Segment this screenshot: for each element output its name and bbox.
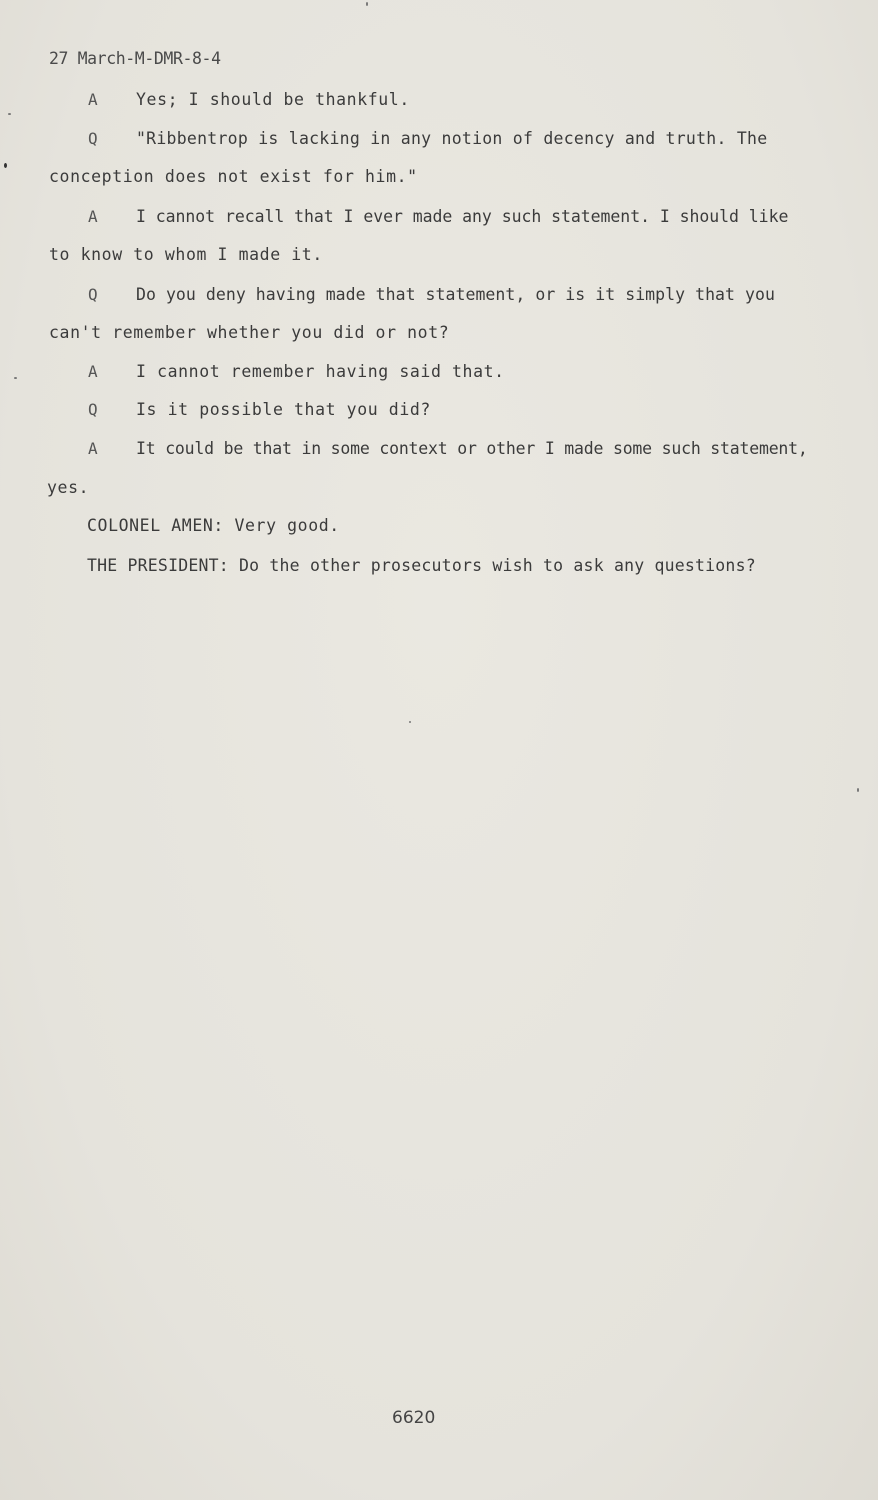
transcript-line: It could be that in some context or other I made some such statement, — [136, 439, 808, 458]
paper-speck — [409, 721, 411, 723]
speaker-line-colonel-amen: COLONEL AMEN: Very good. — [87, 516, 340, 535]
page-header-reference: 27 March-M-DMR-8-4 — [49, 49, 221, 68]
transcript-line: to know to whom I made it. — [49, 245, 323, 264]
speaker-mark-question: Q — [88, 285, 98, 304]
transcript-line: "Ribbentrop is lacking in any notion of decency and truth. The — [136, 129, 768, 148]
speaker-mark-answer: A — [88, 362, 98, 381]
paper-speck — [8, 113, 11, 115]
page-number: 6620 — [392, 1408, 436, 1428]
transcript-line: I cannot recall that I ever made any such statement. I should like — [136, 207, 789, 226]
transcript-line: Do you deny having made that statement, or is it simply that you — [136, 285, 775, 304]
transcript-line: Yes; I should be thankful. — [136, 90, 410, 109]
speaker-mark-answer: A — [88, 207, 98, 226]
paper-speck — [366, 2, 368, 6]
speaker-mark-question: Q — [88, 400, 98, 419]
transcript-line: Is it possible that you did? — [136, 400, 431, 419]
transcript-line: I cannot remember having said that. — [136, 362, 505, 381]
transcript-line: yes. — [47, 478, 90, 497]
speaker-mark-answer: A — [88, 439, 98, 458]
paper-speck — [857, 788, 859, 792]
paper-speck — [4, 163, 7, 168]
transcript-line: conception does not exist for him." — [49, 167, 418, 186]
speaker-mark-question: Q — [88, 129, 98, 148]
transcript-line: can't remember whether you did or not? — [49, 323, 450, 342]
paper-speck — [14, 377, 17, 379]
speaker-mark-answer: A — [88, 90, 98, 109]
speaker-line-the-president: THE PRESIDENT: Do the other prosecutors wish to ask any questions? — [87, 556, 756, 575]
